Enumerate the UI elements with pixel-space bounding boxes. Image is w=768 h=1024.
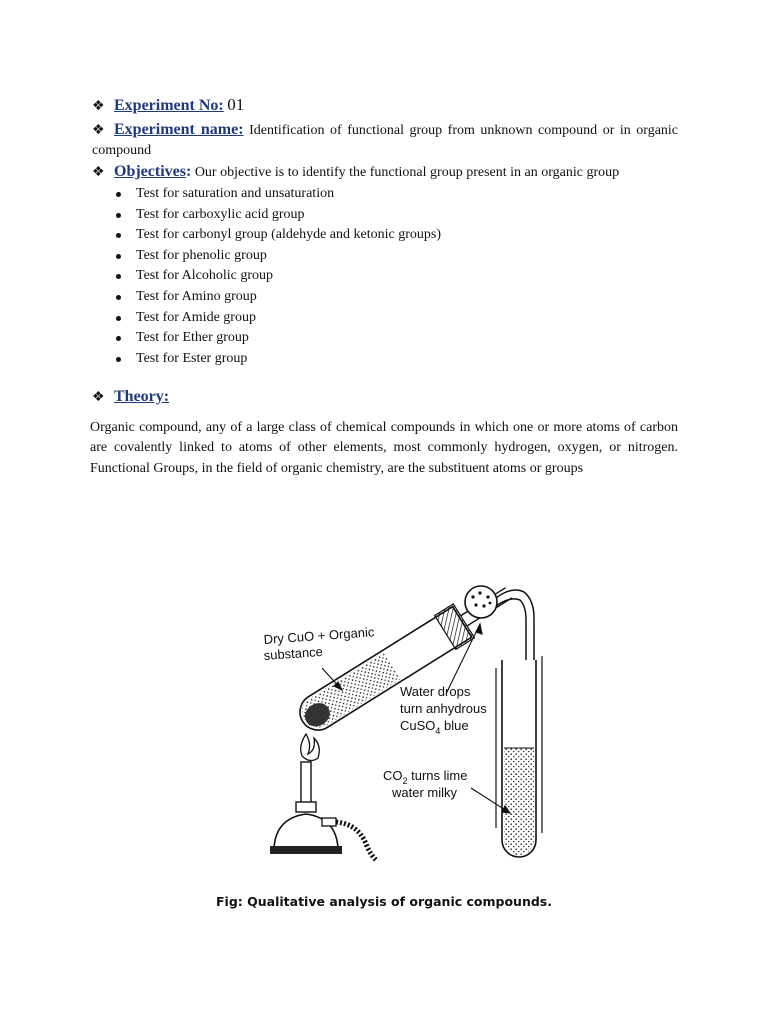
objectives-list — [112, 184, 441, 369]
experiment-name-text: Identification of functional group from unknown compound or in organic compound — [92, 123, 679, 158]
list-item: Test for phenolic group — [112, 246, 441, 267]
diamond-bullet-icon: ❖ — [92, 123, 105, 138]
objectives-line — [92, 162, 678, 183]
label-water-drops: Water drops — [400, 684, 471, 699]
experiment-name-line — [92, 120, 678, 161]
label-co2-line2: water milky — [392, 785, 458, 800]
list-item: Test for Amino group — [112, 287, 441, 308]
theory-paragraph: Organic compound, any of a large class of chemical compounds in which one or more atoms of carbon are covalently linked to atoms of other elements, most commonly hydrogen, oxygen, or nitrogen. Functional Groups, in the field of organic chemistry, are the substituent atoms or groups — [90, 420, 678, 476]
bunsen-burner — [270, 734, 376, 860]
figure-caption: Fig: Qualitative analysis of organic compounds. — [216, 894, 552, 909]
list-item: Test for carbonyl group (aldehyde and ketonic groups) — [112, 225, 441, 246]
objectives-intro: Our objective is to identify the functional group present in an organic group — [194, 165, 620, 180]
theory-heading-line — [92, 387, 678, 408]
list-item: Test for saturation and unsaturation — [112, 184, 441, 205]
label-water-drops-line2: turn anhydrous — [400, 701, 487, 716]
objectives-label: Objectives — [114, 163, 186, 180]
label-cuo: Dry CuO + Organic — [263, 624, 375, 647]
lime-water-tube — [496, 656, 542, 857]
label-co2: $CO_2$ turns lime — [383, 768, 468, 786]
experiment-no-line — [92, 95, 678, 117]
cuso4-bulb — [465, 586, 497, 618]
list-item: Test for Ether group — [112, 328, 441, 349]
diamond-bullet-icon: ❖ — [92, 165, 105, 180]
experiment-no-value: 01 — [227, 95, 245, 114]
objectives-colon: : — [185, 163, 192, 180]
list-item: Test for carboxylic acid group — [112, 205, 441, 226]
list-item: Test for Ester group — [112, 349, 441, 370]
label-water-drops-line3: CuSO$_4$ blue — [400, 718, 469, 736]
list-item: Test for Alcoholic group — [112, 266, 441, 287]
diamond-bullet-icon: ❖ — [92, 390, 105, 405]
apparatus-figure — [250, 578, 550, 868]
experiment-name-label: Experiment name: — [114, 121, 244, 138]
experiment-no-label: Experiment No: — [114, 97, 224, 114]
list-item: Test for Amide group — [112, 308, 441, 329]
diamond-bullet-icon: ❖ — [92, 99, 105, 114]
theory-label: Theory: — [114, 388, 170, 405]
label-cuo-line2: substance — [263, 643, 324, 663]
